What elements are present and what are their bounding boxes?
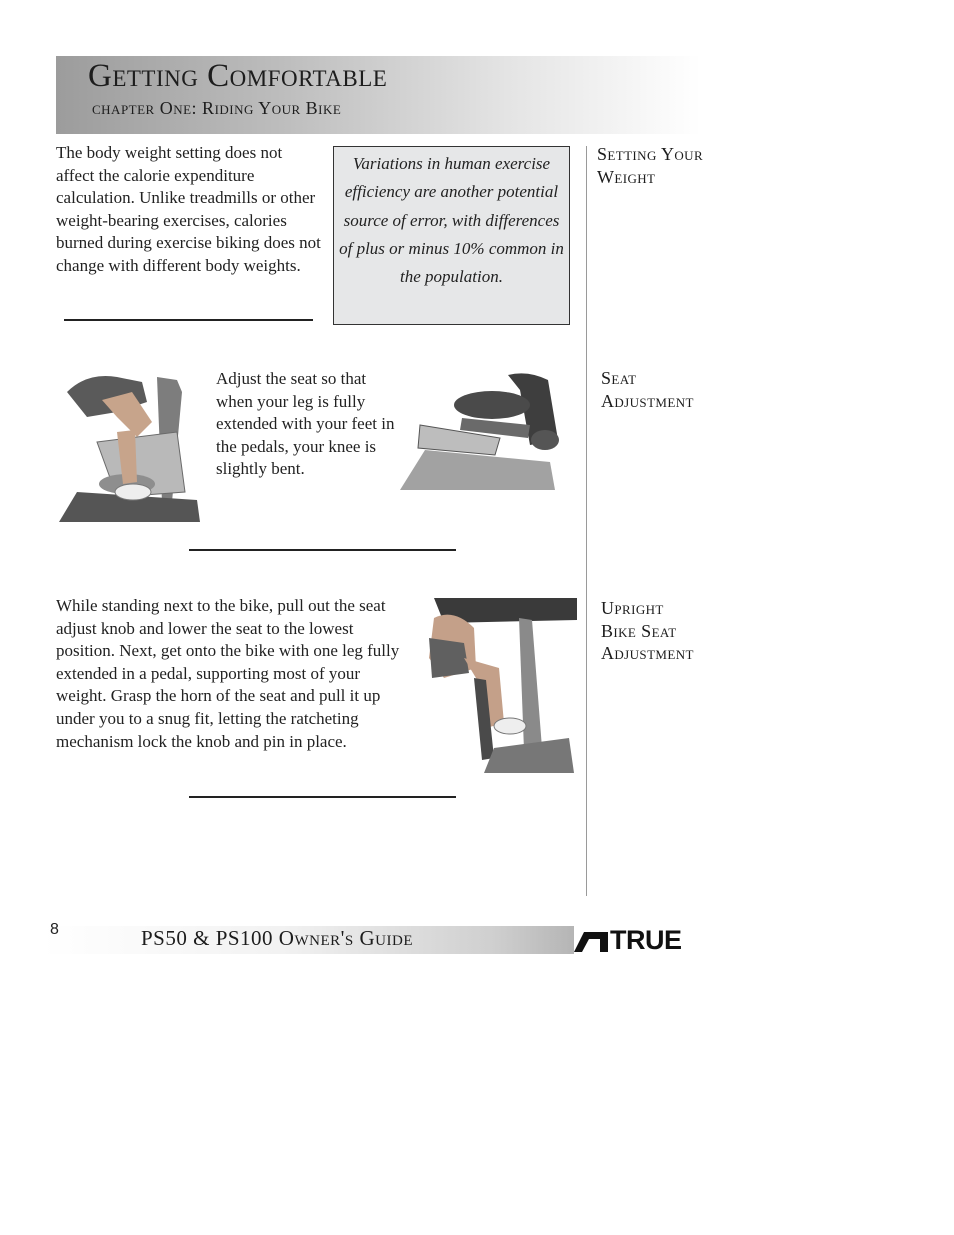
heading-line: Upright (601, 598, 664, 618)
heading-line: Setting Your (597, 144, 704, 164)
true-brand-logo (574, 925, 714, 955)
upright-seat-adjust-photo (424, 598, 577, 773)
section-rule (189, 549, 456, 551)
upright-seat-heading (601, 597, 761, 665)
footer-guide-title: PS50 & PS100 Owner's Guide (141, 926, 413, 950)
upright-bike-photo (57, 372, 202, 525)
recumbent-seat-photo (400, 370, 560, 490)
heading-line: Adjustment (601, 643, 694, 663)
brand-wordmark: TRUE (610, 925, 682, 955)
efficiency-callout-box (333, 146, 570, 325)
section-rule (189, 796, 456, 798)
setting-weight-heading (597, 143, 767, 188)
heading-line: Bike Seat (601, 620, 677, 641)
upright-paragraph: While standing next to the bike, pull out the seat adjust knob and lower the seat to the lowest position. Next, get onto the bike with one leg fully extended in a pedal, supporting most of your weight. Grasp the horn of the seat and pull it up under you to a snug fit, letting the ratcheting mechanism lock the knob and pin in place. (56, 596, 400, 751)
callout-text: Variations in human exercise efficiency are another potential source of error, with differences of plus or minus 10% common in the population. (339, 154, 564, 287)
weight-paragraph: The body weight setting does not affect the calorie expenditure calculation. Unlike treadmills or other weight-bearing exercises, calories burned during exercise biking does not change with different body weights. (56, 143, 321, 275)
heading-line: Adjustment (601, 390, 694, 411)
page-title: Getting Comfortable (88, 58, 388, 94)
heading-line: Seat (601, 368, 637, 388)
heading-line: Weight (597, 166, 656, 187)
section-rule (64, 319, 313, 321)
chapter-subtitle: chapter One: Riding Your Bike (92, 98, 342, 118)
seat-adjustment-heading (601, 367, 761, 412)
seat-paragraph: Adjust the seat so that when your leg is fully extended with your feet in the pedals, your knee is slightly bent. (216, 369, 395, 479)
column-divider (586, 146, 587, 896)
page-number: 8 (50, 921, 59, 938)
true-logo-icon (574, 930, 610, 952)
